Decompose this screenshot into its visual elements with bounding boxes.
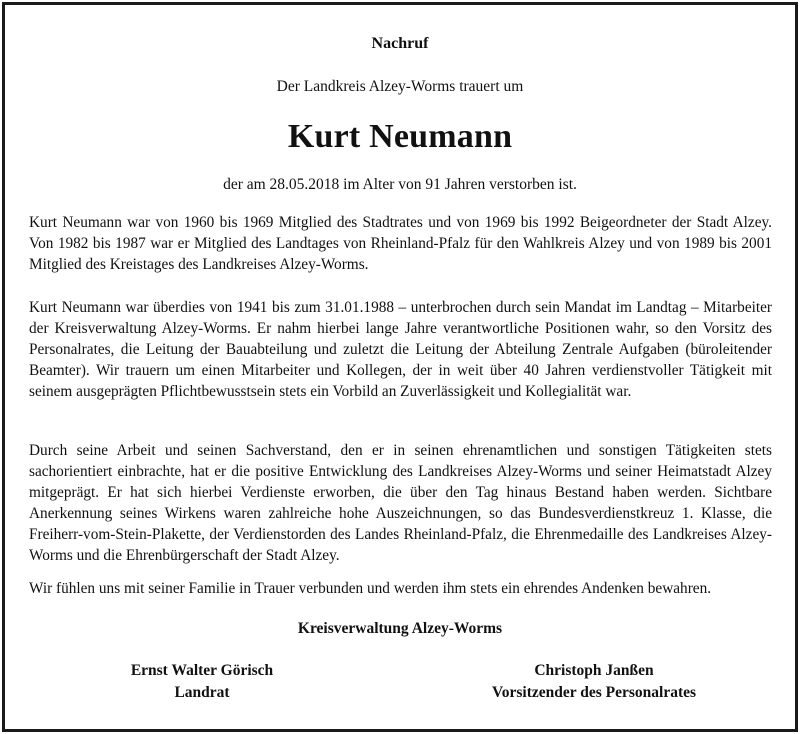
paragraph-career-politics: Kurt Neumann war von 1960 bis 1969 Mitglied des Stadtrates und von 1969 bis 1992 Beigeordneter der Stadt Alzey. Von 1982 bis 1987 war er Mitglied des Landtages von Rheinland-Pfalz für den Wahlkreis Alzey und von 1989 bis 2001 Mitglied des Kreistages des Landkreises Alzey-Worms. xyxy=(29,214,772,273)
notice-title: Nachruf xyxy=(371,35,429,52)
paragraph-condolence: Wir fühlen uns mit seiner Familie in Trauer verbunden und werden ihm stets ein ehrendes Andenken bewahren. xyxy=(29,580,712,597)
deceased-name: Kurt Neumann xyxy=(287,118,513,155)
organization-name: Kreisverwaltung Alzey-Worms xyxy=(297,620,503,637)
signatory-name: Christoph Janßen xyxy=(534,662,654,679)
signatory-name: Ernst Walter Görisch xyxy=(130,662,274,679)
signatory-left xyxy=(52,660,352,704)
signatory-right xyxy=(444,660,744,704)
paragraph-honors: Durch seine Arbeit und seinen Sachverstand, den er in seinen ehrenamtlichen und sonstigen Tätigkeiten stets sachorientiert einbrachte, hat er die positive Entwicklung des Landkreises Alzey-Worms und seiner Heimatstadt Alzey mitgeprägt. Er hat sich hierbei Verdienste erworben, die über den Tag hinaus Bestand haben werden. Sichtbare Anerkennung seines Wirkens waren zahlreiche hohe Auszeichnungen, so das Bundesverdienstkreuz 1. Klasse, die Freiherr-vom-Stein-Plakette, der Verdienstorden des Landes Rheinland-Pfalz, die Ehrenmedaille des Landkreises Alzey-Worms und die Ehrenbürgerschaft der Stadt Alzey. xyxy=(29,442,772,564)
paragraph-career-administration: Kurt Neumann war überdies von 1941 bis zum 31.01.1988 – unterbrochen durch sein Mandat im Landtag – Mitarbeiter der Kreisverwaltung Alzey-Worms. Er nahm hierbei lange Jahre verantwortliche Positionen wahr, so den Vorsitz des Personalrates, die Leitung der Bauabteilung und zuletzt die Leitung der Abteilung Zentrale Aufgaben (büroleitender Beamter). Wir trauern um einen Mitarbeiter und Kollegen, der in weit über 40 Jahren verdienstvoller Tätigkeit mit seinem ausgeprägten Pflichtbewusstsein stets ein Vorbild an Zuverlässigkeit und Kollegialität war. xyxy=(29,299,772,400)
signatory-role: Vorsitzender des Personalrates xyxy=(491,684,697,701)
death-line: der am 28.05.2018 im Alter von 91 Jahren verstorben ist. xyxy=(223,176,577,193)
intro-line: Der Landkreis Alzey-Worms trauert um xyxy=(276,78,524,95)
signatory-role: Landrat xyxy=(174,684,230,701)
